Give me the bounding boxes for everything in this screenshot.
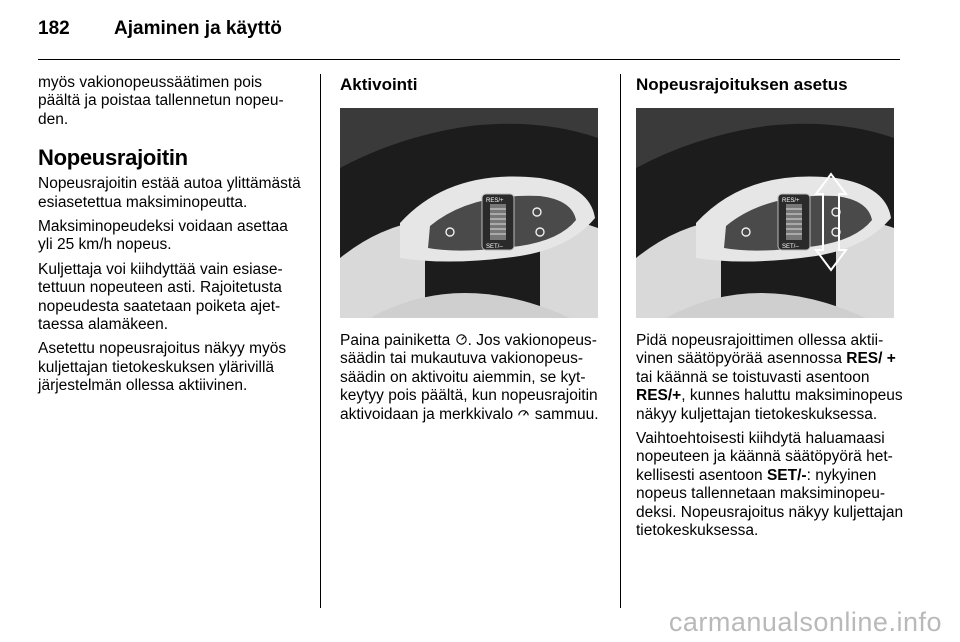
paragraph: Vaihtoehtoisesti kiihdytä haluamaasi nopeuteen ja käännä säätöpyörä hetkellisesti asentoon SET/-: nykyinen nopeus tallennetaan maksiminopeudeksi. Nopeusrajoitus näkyy kuljettajan tietokeskuksessa. bbox=[636, 430, 904, 540]
steering-wheel-illustration bbox=[636, 108, 894, 318]
column-right bbox=[636, 74, 904, 546]
intro-paragraph: myös vakionopeussäätimen pois päältä ja poistaa tallennetun nopeuden. bbox=[38, 74, 284, 128]
paragraph: Asetettu nopeusrajoitus näkyy myös kuljettajan tietokeskuksen ylärivillä järjestelmän ollessa aktiivinen. bbox=[38, 340, 287, 395]
indicator-light-icon bbox=[517, 407, 530, 420]
header-rule bbox=[38, 59, 900, 60]
subsection-heading: Aktivointi bbox=[340, 75, 418, 94]
paragraph: Nopeusrajoitin estää autoa ylittämästä esiasetettua maksiminopeutta. bbox=[38, 175, 301, 211]
column-middle bbox=[340, 74, 606, 430]
column-left bbox=[38, 74, 306, 402]
page-number: 182 bbox=[38, 18, 70, 39]
column-divider bbox=[320, 74, 321, 608]
watermark: carmanualsonline.info bbox=[668, 607, 942, 637]
section-heading: Nopeusrajoitin bbox=[38, 145, 188, 171]
page-header bbox=[38, 18, 282, 40]
res-label: RES/+ bbox=[782, 198, 800, 204]
column-divider bbox=[620, 74, 621, 608]
subsection-heading: Nopeusrajoituksen asetus bbox=[636, 75, 848, 94]
paragraph: Kuljettaja voi kiihdyttää vain esiasetettuun nopeuteen asti. Rajoitetusta nopeudesta saatetaan poiketa ajettaessa alamäkeen. bbox=[38, 260, 283, 334]
paragraph: Pidä nopeusrajoittimen ollessa aktiivinen säätöpyörää asennossa RES/ + tai käännä se toistuvasti asentoon RES/+, kunnes haluttu maksiminopeus näkyy kuljettajan tietokeskuksessa. bbox=[636, 332, 903, 423]
paragraph: Paina painiketta . Jos vakionopeussäädin tai mukautuva vakionopeussäädin on aktivoitu aiemmin, se kytkeytyy pois päältä, kun nopeusrajoitin aktivoidaan ja merkkivalo sammuu. bbox=[340, 332, 599, 423]
steering-wheel-illustration bbox=[340, 108, 598, 318]
speed-limiter-icon bbox=[455, 333, 468, 346]
res-label: RES/+ bbox=[486, 198, 504, 204]
chapter-title: Ajaminen ja käyttö bbox=[114, 18, 282, 39]
set-label: SET/– bbox=[486, 244, 503, 250]
paragraph: Maksiminopeudeksi voidaan asettaa yli 25 km/h nopeus. bbox=[38, 218, 288, 254]
set-label: SET/– bbox=[782, 244, 799, 250]
